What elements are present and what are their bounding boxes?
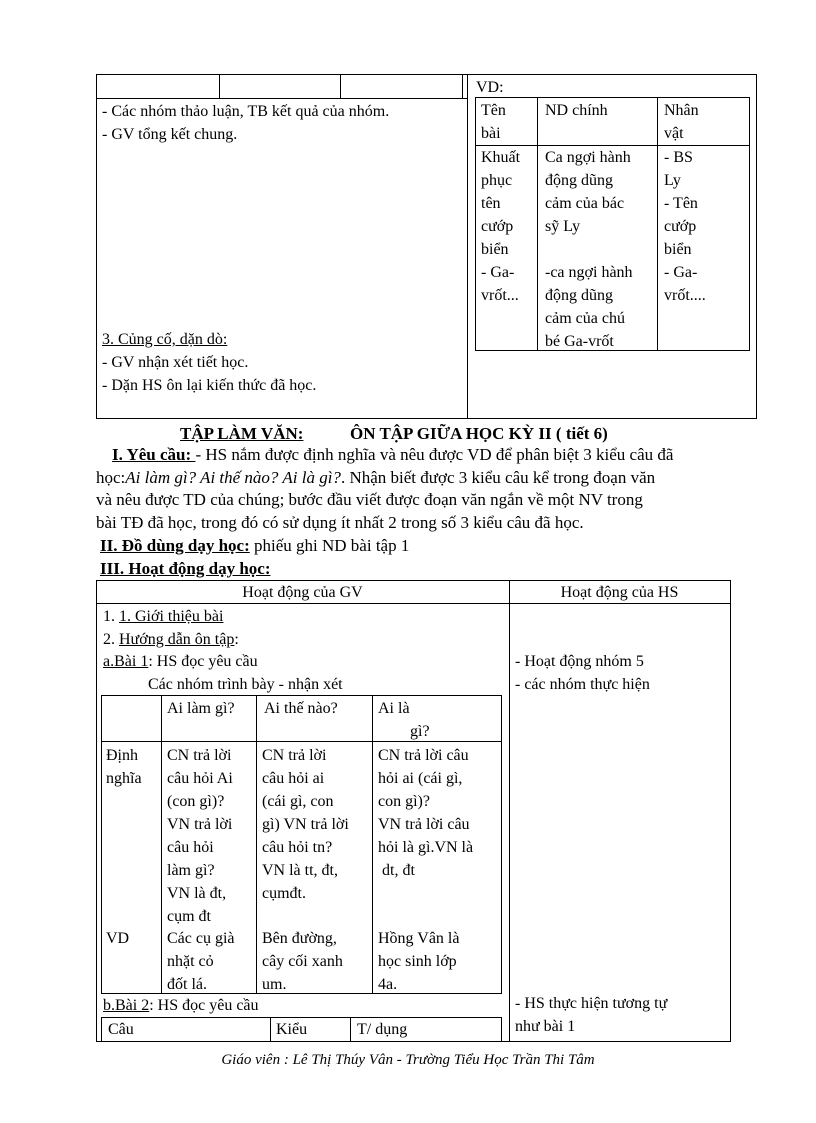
req-text-2-italic: Ai làm gì? Ai thế nào? Ai là gì? bbox=[125, 468, 341, 487]
vd-header-ten-bai: Tên bài bbox=[481, 102, 506, 142]
b2-left bbox=[101, 1017, 102, 1041]
b2-header-kieu: Kiểu bbox=[276, 1021, 308, 1038]
vd-label: VD: bbox=[476, 79, 504, 96]
lesson-title-left: TẬP LÀM VĂN: bbox=[180, 424, 304, 443]
tools-text: phiếu ghi ND bài tập 1 bbox=[249, 536, 410, 555]
bai1-line bbox=[103, 651, 258, 673]
bai1-sub: Các nhóm trình bày - nhận xét bbox=[148, 676, 343, 693]
b2-col bbox=[270, 1017, 271, 1041]
it-vd-ai-la-gi: Hồng Vân là học sinh lớp 4a. bbox=[378, 930, 460, 993]
it-vd-ai-lam-gi: Các cụ già nhặt cỏ đốt lá. bbox=[167, 930, 235, 993]
vd-header-nd-chinh: ND chính bbox=[545, 102, 608, 119]
it-left bbox=[101, 695, 102, 994]
hs-line-2: - các nhóm thực hiện bbox=[515, 676, 650, 693]
it-col bbox=[372, 695, 373, 994]
top-border bbox=[96, 74, 757, 75]
gv-guide-prefix: 2. bbox=[103, 631, 119, 648]
hs-line-3: - HS thực hiện tương tự bbox=[515, 995, 668, 1012]
gv-guide-suffix: : bbox=[234, 631, 239, 648]
requirements-label: I. Yêu cầu: bbox=[112, 445, 196, 464]
b2-right bbox=[501, 1017, 502, 1041]
section3-line-2: - Dặn HS ôn lại kiến thức đã học. bbox=[102, 377, 317, 394]
right-border bbox=[756, 74, 757, 419]
gv-intro: 1. 1. Giới thiệu bài bbox=[103, 608, 224, 625]
left-line-1: - Các nhóm thảo luận, TB kết quả của nhóm. bbox=[102, 103, 390, 120]
it-def-ai-the-nao: CN trả lời câu hỏi ai (cái gì, con gì) VN trả lời câu hỏi tn? VN là tt, đt, cụmđt. bbox=[262, 747, 349, 902]
it-def-label: Định nghĩa bbox=[106, 747, 142, 787]
bai1-prefix: a.Bài 1 bbox=[103, 653, 149, 670]
bai2-text: : HS đọc yêu cầu bbox=[149, 997, 259, 1014]
tools-label: II. Đồ dùng dạy học: bbox=[100, 536, 250, 555]
section3-line-1: - GV nhận xét tiết học. bbox=[102, 354, 249, 371]
requirements-line-2 bbox=[96, 467, 655, 489]
it-header-ai-la-gi: Ai là gì? bbox=[378, 700, 430, 740]
requirements-text-1: - HS nắm được định nghĩa và nêu được VD để phân biệt 3 kiểu câu đã bbox=[195, 445, 674, 464]
mt-top bbox=[96, 580, 731, 581]
bai2-line bbox=[103, 995, 259, 1017]
hs-line-4: như bài 1 bbox=[515, 1018, 576, 1035]
header-gv: Hoạt động của GV bbox=[242, 584, 363, 601]
b2-header-tac-dung: T/ dụng bbox=[357, 1021, 408, 1038]
lesson-title-right: ÔN TẬP GIỮA HỌC KỲ II ( tiết 6) bbox=[350, 424, 608, 443]
it-def-ai-lam-gi: CN trả lời câu hỏi Ai (con gì)? VN trả lời câu hỏi làm gì? VN là đt, cụm đt bbox=[167, 747, 233, 925]
bai1-text: : HS đọc yêu cầu bbox=[148, 653, 258, 670]
it-vd-ai-the-nao: Bên đường, cây cối xanh um. bbox=[262, 930, 343, 993]
header-hs: Hoạt động của HS bbox=[560, 584, 679, 601]
it-right bbox=[501, 695, 502, 994]
vd-cell-ten-bai: Khuất phục tên cướp biển - Ga- vrốt... bbox=[481, 149, 521, 304]
it-col bbox=[256, 695, 257, 994]
requirements-line-4: bài TĐ đã học, trong đó có sử dụng ít nhất 2 trong số 3 kiểu câu đã học. bbox=[96, 513, 584, 532]
vd-cell-nd-chinh: Ca ngợi hành động dũng cảm của bác sỹ Ly -ca ngợi hành động dũng cảm của chú bé Ga-vrốt bbox=[545, 149, 633, 350]
gv-guide bbox=[103, 629, 239, 651]
section3-title: 3. Củng cố, dặn dò: bbox=[102, 331, 228, 348]
req-text-2b: . Nhận biết được 3 kiểu câu kể trong đoạn văn bbox=[340, 468, 656, 487]
activities-label: III. Hoạt động dạy học: bbox=[100, 559, 271, 578]
row-divider bbox=[96, 98, 467, 99]
req-text-2a: học: bbox=[96, 468, 126, 487]
mt-divider bbox=[509, 580, 510, 1042]
cell-divider bbox=[340, 74, 341, 99]
cell-divider bbox=[462, 74, 463, 99]
mt-left bbox=[96, 580, 97, 1042]
vd-right bbox=[749, 97, 750, 351]
gv-guide-text: Hướng dẫn ôn tập bbox=[119, 631, 235, 648]
it-def-ai-la-gi: CN trả lời câu hỏi ai (cái gì, con gì)? VN trả lời câu hỏi là gì.VN là dt, đt bbox=[378, 747, 474, 879]
left-border bbox=[96, 74, 97, 419]
vd-header-nhan-vat: Nhân vật bbox=[664, 102, 699, 142]
page-footer: Giáo viên : Lê Thị Thúy Vân - Trường Tiểu Học Trần Thi Tâm bbox=[221, 1052, 595, 1068]
vd-col bbox=[537, 97, 538, 351]
it-header-ai-the-nao: Ai thế nào? bbox=[264, 700, 338, 717]
requirements-line-1 bbox=[112, 444, 673, 466]
b2-header-cau: Câu bbox=[108, 1021, 134, 1038]
vd-top bbox=[475, 97, 750, 98]
b2-top bbox=[101, 1017, 502, 1018]
bottom-border bbox=[96, 418, 757, 419]
left-line-2: - GV tổng kết chung. bbox=[102, 126, 238, 143]
gv-intro-text: 1. Giới thiệu bài bbox=[119, 608, 224, 625]
vd-col bbox=[657, 97, 658, 351]
requirements-line-3: và nêu được TD của chúng; bước đầu viết được đoạn văn ngắn về một NV trong bbox=[96, 490, 643, 509]
cell-divider bbox=[219, 74, 220, 99]
it-header-ai-lam-gi: Ai làm gì? bbox=[167, 700, 235, 717]
it-col bbox=[161, 695, 162, 994]
hs-line-1: - Hoạt động nhóm 5 bbox=[515, 653, 644, 670]
center-divider bbox=[467, 74, 468, 419]
vd-left bbox=[475, 97, 476, 351]
bai2-prefix: b.Bài 2 bbox=[103, 997, 150, 1014]
mt-bottom bbox=[96, 1041, 731, 1042]
mt-right bbox=[730, 580, 731, 1042]
vd-cell-nhan-vat: - BS Ly - Tên cướp biển - Ga- vrốt.... bbox=[664, 149, 706, 304]
it-vd-label: VD bbox=[106, 930, 130, 947]
tools-line bbox=[100, 535, 409, 557]
b2-col bbox=[350, 1017, 351, 1041]
